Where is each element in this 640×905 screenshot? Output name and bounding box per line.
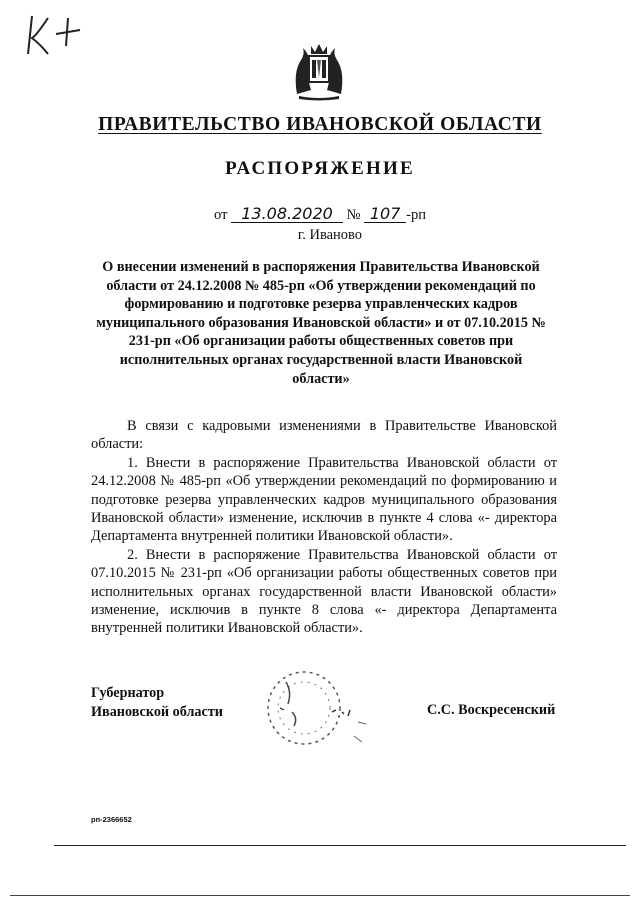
stamp-signature [262, 652, 382, 762]
position-line-2: Ивановской области [91, 703, 223, 720]
date-label: от [214, 207, 228, 223]
footer-divider [54, 845, 626, 846]
number-label: № [346, 207, 361, 223]
document-type: РАСПОРЯЖЕНИЕ [225, 158, 415, 179]
handwritten-mark [18, 10, 88, 60]
coat-of-arms-icon [291, 42, 347, 102]
intro-paragraph: В связи с кадровыми изменениями в Правительстве Ивановской области: [91, 418, 557, 453]
number-suffix: -рп [406, 207, 426, 223]
government-title: ПРАВИТЕЛЬСТВО ИВАНОВСКОЙ ОБЛАСТИ [98, 114, 542, 135]
document-code: рп-2366652 [91, 815, 132, 824]
document-number: 107 [364, 206, 406, 223]
document-subject: О внесении изменений в распоряжения Правительства Ивановской области от 24.12.2008 № 485-рп «Об утверждении рекомендаций по формированию и подготовке резерва управленческих кадров муниципального образования Ивановской области» и от 07.10.2015 № 231-рп «Об организации работы общественных советов при исполнительных органах государственной власти Ивановской области» [96, 259, 546, 387]
document-dateline [0, 206, 640, 224]
signatory-name: С.С. Воскресенский [427, 702, 556, 718]
item-2-paragraph: 2. Внести в распоряжение Правительства Ивановской области от 07.10.2015 № 231-рп «Об организации работы общественных советов при исполнительных органах государственной власти Ивановской области» изменение, исключив в пункте 8 слова «- директора Департамента внутренней политики Ивановской области». [91, 546, 557, 637]
document-date: 13.08.2020 [231, 206, 343, 223]
signatory-position [91, 684, 223, 721]
page-bottom-line [10, 895, 630, 896]
document-body [91, 417, 557, 638]
position-line-1: Губернатор [91, 685, 165, 701]
item-1-paragraph: 1. Внести в распоряжение Правительства Ивановской области от 24.12.2008 № 485-рп «Об утверждении рекомендаций по формированию и подготовке резерва управленческих кадров муниципального образования Ивановской области» изменение, исключив в пункте 4 слова «- директора Департамента внутренней политики Ивановской области». [91, 454, 557, 545]
city: г. Иваново [297, 227, 363, 243]
